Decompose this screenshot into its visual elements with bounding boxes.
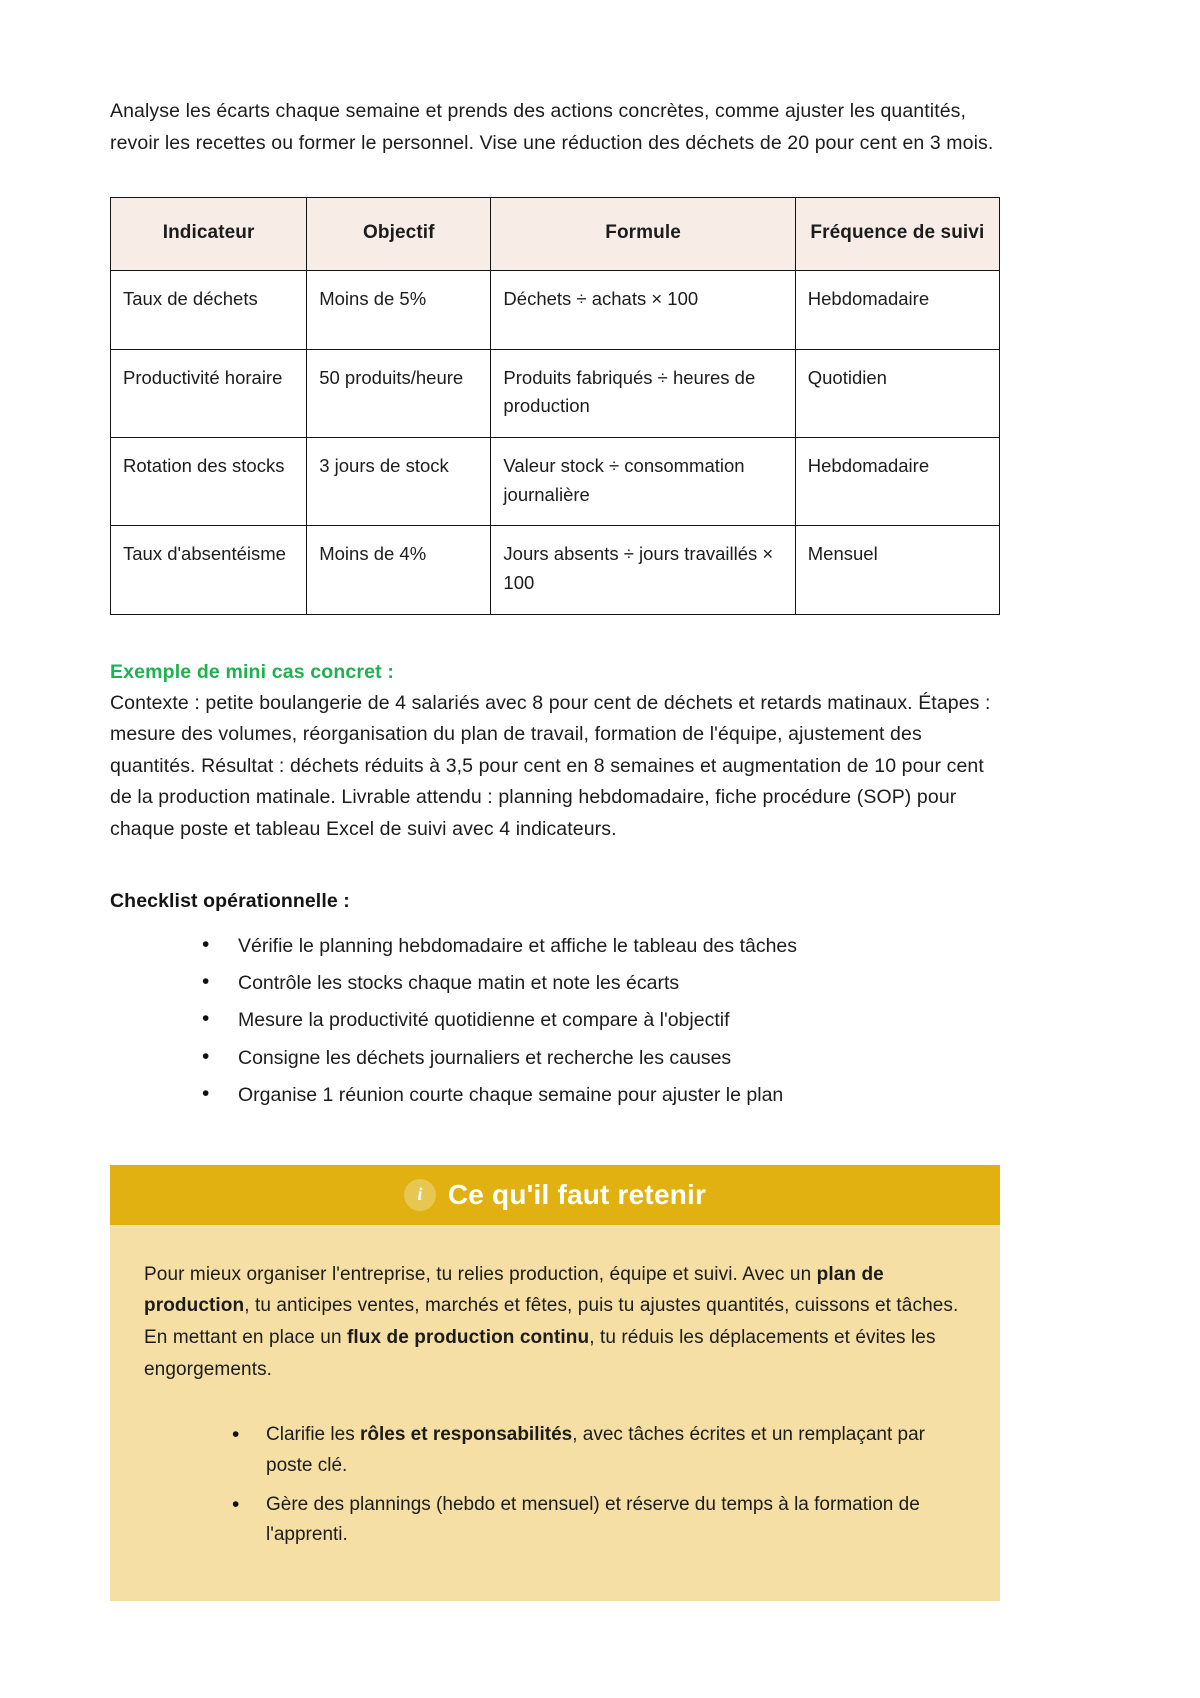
example-paragraph: Contexte : petite boulangerie de 4 salariés avec 8 pour cent de déchets et retards matinaux. Étapes : mesure des volumes, réorganisation du plan de travail, formation de l'équipe, ajustement des quantités. Résultat : déchets réduits à 3,5 pour cent en 8 semaines et augmentation de 10 pour cent de la production matinale. Livrable attendu : planning hebdomadaire, fiche procédure (SOP) pour chaque poste et tableau Excel de suivi avec 4 indicateurs.: [110, 691, 991, 840]
checklist-list: [110, 931, 1094, 1111]
list-item: • Organise 1 réunion courte chaque semaine pour ajuster le plan: [202, 1080, 1094, 1110]
cell-objectif: 3 jours de stock: [307, 437, 491, 525]
checklist-heading: Checklist opérationnelle :: [110, 889, 350, 912]
column-header-formule: Formule: [491, 198, 795, 270]
callout-header-bar: [110, 1165, 1000, 1225]
cell-indicateur: Taux de déchets: [111, 270, 307, 349]
cell-indicateur: Taux d'absentéisme: [111, 526, 307, 614]
cell-indicateur: Productivité horaire: [111, 349, 307, 437]
cell-formule: Jours absents ÷ jours travaillés × 100: [491, 526, 795, 614]
cell-frequence: Hebdomadaire: [795, 270, 999, 349]
table-row: [111, 437, 1000, 525]
key-takeaway-callout: [110, 1165, 1000, 1602]
kpi-table-body: [111, 270, 1000, 614]
list-item: • Vérifie le planning hebdomadaire et affiche le tableau des tâches: [202, 931, 1094, 961]
cell-objectif: 50 produits/heure: [307, 349, 491, 437]
column-header-frequence: Fréquence de suivi: [795, 198, 999, 270]
callout-paragraph: Pour mieux organiser l'entreprise, tu relies production, équipe et suivi. Avec un plan de production, tu anticipes ventes, marchés et fêtes, puis tu ajustes quantités, cuissons et tâches. En mettant en place un flux de production continu, tu réduis les déplacements et évites les engorgements.: [144, 1263, 959, 1381]
table-row: [111, 270, 1000, 349]
cell-formule: Valeur stock ÷ consommation journalière: [491, 437, 795, 525]
cell-frequence: Quotidien: [795, 349, 999, 437]
list-item: • Mesure la productivité quotidienne et compare à l'objectif: [202, 1005, 1094, 1035]
list-item: • Consigne les déchets journaliers et recherche les causes: [202, 1043, 1094, 1073]
cell-frequence: Hebdomadaire: [795, 437, 999, 525]
callout-body: [110, 1225, 1000, 1602]
cell-objectif: Moins de 4%: [307, 526, 491, 614]
cell-indicateur: Rotation des stocks: [111, 437, 307, 525]
kpi-table-header: [111, 198, 1000, 270]
list-item: • Gère des plannings (hebdo et mensuel) et réserve du temps à la formation de l'apprenti.: [232, 1490, 966, 1552]
column-header-indicateur: Indicateur: [111, 198, 307, 270]
intro-paragraph: Analyse les écarts chaque semaine et prends des actions concrètes, comme ajuster les quantités, revoir les recettes ou former le personnel. Vise une réduction des déchets de 20 pour cent en 3 mois.: [110, 100, 994, 154]
table-row: [111, 349, 1000, 437]
info-icon: i: [404, 1179, 436, 1211]
cell-objectif: Moins de 5%: [307, 270, 491, 349]
example-heading: Exemple de mini cas concret :: [110, 660, 394, 683]
callout-bullet-list: [144, 1420, 966, 1551]
cell-formule: Produits fabriqués ÷ heures de production: [491, 349, 795, 437]
table-row: [111, 526, 1000, 614]
callout-title: Ce qu'il faut retenir: [447, 1178, 707, 1210]
cell-formule: Déchets ÷ achats × 100: [491, 270, 795, 349]
list-item: • Clarifie les rôles et responsabilités, avec tâches écrites et un remplaçant par poste clé.: [232, 1420, 966, 1482]
list-item: • Contrôle les stocks chaque matin et note les écarts: [202, 968, 1094, 998]
table-header-row: [111, 198, 1000, 270]
column-header-objectif: Objectif: [307, 198, 491, 270]
cell-frequence: Mensuel: [795, 526, 999, 614]
kpi-table: [110, 197, 1000, 614]
